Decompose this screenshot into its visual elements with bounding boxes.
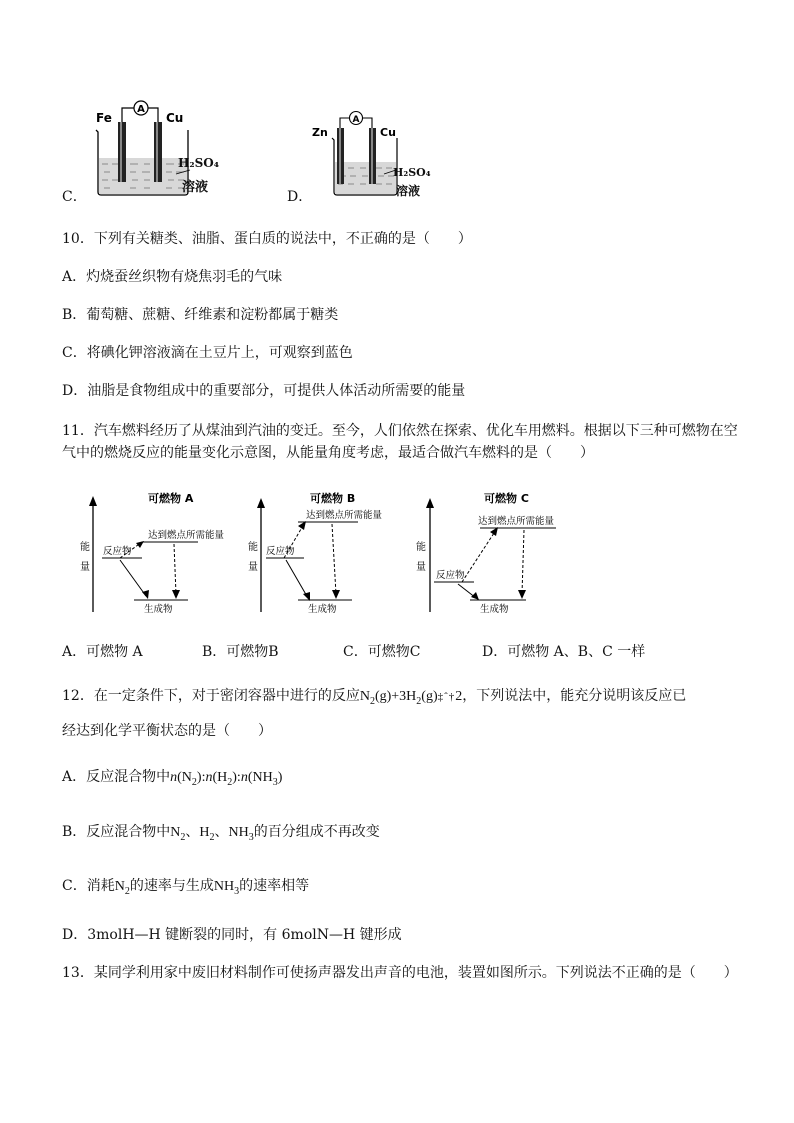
q11-option-d: D．可燃物 A、B、C 一样: [482, 644, 646, 660]
q12-option-b-species: $N_2$、$H_2$、$NH_3$: [170, 825, 254, 843]
q12-option-b-pre: B．反应混合物中: [62, 824, 171, 840]
diagram-c-ignition-label: 达到燃点所需能量: [478, 516, 555, 527]
cell-c-left-electrode-label: Fe: [96, 111, 112, 125]
diagram-c-y-label-2: 量: [416, 562, 426, 573]
q12-option-c-nh3: $NH_3$: [213, 879, 240, 897]
solution: [335, 162, 396, 194]
diagram-c-y-label-1: 能: [416, 542, 426, 553]
q12-stem-line1: [62, 686, 686, 712]
q11-option-a: A．可燃物 A: [62, 644, 143, 660]
q9-option-c-label: C．: [62, 189, 87, 205]
diagram-b-y-label-1: 能: [248, 542, 258, 553]
q12-option-d: D．3molH—H 键断裂的同时，有 6molN—H 键形成: [62, 927, 402, 943]
diagram-c-product-label: 生成物: [480, 604, 509, 615]
q9-option-d-label: D．: [287, 189, 313, 205]
diagram-c-reactant-label: 反应物: [436, 570, 465, 581]
diagram-b-title: 可燃物 B: [310, 492, 356, 505]
cell-d-solution-word: 溶液: [396, 184, 421, 198]
diagram-a-product-label: 生成物: [144, 604, 173, 615]
q12-stem-post: ，下列说法中，能充分说明该反应已: [462, 688, 687, 704]
q11-energy-diagram-b: [246, 486, 416, 616]
cell-d-right-electrode-label: Cu: [380, 126, 396, 139]
q12-option-a: [62, 767, 282, 793]
q11-option-c: C．可燃物C: [343, 644, 421, 660]
q9-cell-d-diagram: [310, 108, 440, 200]
diagram-b-reactant-label: 反应物: [266, 546, 295, 557]
q10-option-c: C．将碘化钾溶液滴在土豆片上，可观察到蓝色: [62, 345, 353, 361]
cell-d-left-electrode-label: Zn: [312, 126, 328, 139]
q12-stem-line2: 经达到化学平衡状态的是（ ）: [62, 723, 272, 739]
q12-reaction-equation: $N_2(g)+3H_2(g)\ddagger ˆ\dagger 2$: [359, 689, 463, 707]
diagram-a-title: 可燃物 A: [148, 492, 194, 505]
cell-c-solution-formula: H₂SO₄: [178, 156, 219, 170]
q12-option-c-n2: $N_2$: [114, 879, 130, 897]
q12-option-b: [62, 822, 380, 848]
q10-option-a: A．灼烧蚕丝织物有烧焦羽毛的气味: [62, 269, 283, 285]
diagram-c-title: 可燃物 C: [484, 492, 529, 505]
q10-option-b: B．葡萄糖、蔗糖、纤维素和淀粉都属于糖类: [62, 307, 339, 323]
q12-stem-pre: 12．在一定条件下，对于密闭容器中进行的反应: [62, 688, 360, 704]
q10-option-d: D．油脂是食物组成中的重要部分，可提供人体活动所需要的能量: [62, 383, 466, 399]
q13-stem: 13．某同学利用家中废旧材料制作可使扬声器发出声音的电池，装置如图所示。下列说法不正确的是（ ）: [62, 965, 738, 981]
q9-cell-c-diagram: [90, 100, 230, 200]
diagram-a-ignition-label: 达到燃点所需能量: [148, 530, 225, 541]
q11-stem-line1: 11．汽车燃料经历了从煤油到汽油的变迁。至今，人们依然在探索、优化车用燃料。根据以下三种可燃物在空: [62, 423, 738, 439]
diagram-b-ignition-label: 达到燃点所需能量: [306, 510, 383, 521]
q12-option-a-ratio: $n(N_2):n(H_2):n(NH_3)$: [170, 770, 283, 788]
diagram-b-product-label: 生成物: [308, 604, 337, 615]
q11-stem-line2: 气中的燃烧反应的能量变化示意图，从能量角度考虑，最适合做汽车燃料的是（ ）: [62, 445, 594, 461]
q11-energy-diagram-a: [76, 486, 246, 616]
cell-d-solution-formula: H₂SO₄: [393, 166, 431, 179]
cell-c-right-electrode-label: Cu: [166, 111, 184, 125]
diagram-a-reactant-label: 反应物: [103, 546, 132, 557]
q11-energy-diagram-c: [416, 486, 566, 616]
cell-c-meter-label: A: [137, 104, 145, 115]
q12-option-c-pre: C．消耗: [62, 878, 115, 894]
cell-d-meter-label: A: [352, 115, 360, 125]
q11-option-b: B．可燃物B: [202, 644, 279, 660]
cell-c-solution-word: 溶液: [182, 180, 209, 195]
q10-stem: 10．下列有关糖类、油脂、蛋白质的说法中，不正确的是（ ）: [62, 231, 472, 247]
solution: [99, 158, 187, 194]
diagram-a-y-label-1: 能: [80, 542, 90, 553]
q12-option-c-post: 的速率相等: [239, 878, 310, 894]
diagram-a-y-label-2: 量: [80, 562, 90, 573]
diagram-b-y-label-2: 量: [248, 562, 258, 573]
q12-option-a-pre: A．反应混合物中: [62, 769, 171, 785]
q11-options: [62, 641, 762, 661]
q12-option-c-mid: 的速率与生成: [129, 878, 214, 894]
q12-option-b-post: 的百分组成不再改变: [253, 824, 380, 840]
q12-option-c: [62, 876, 309, 902]
